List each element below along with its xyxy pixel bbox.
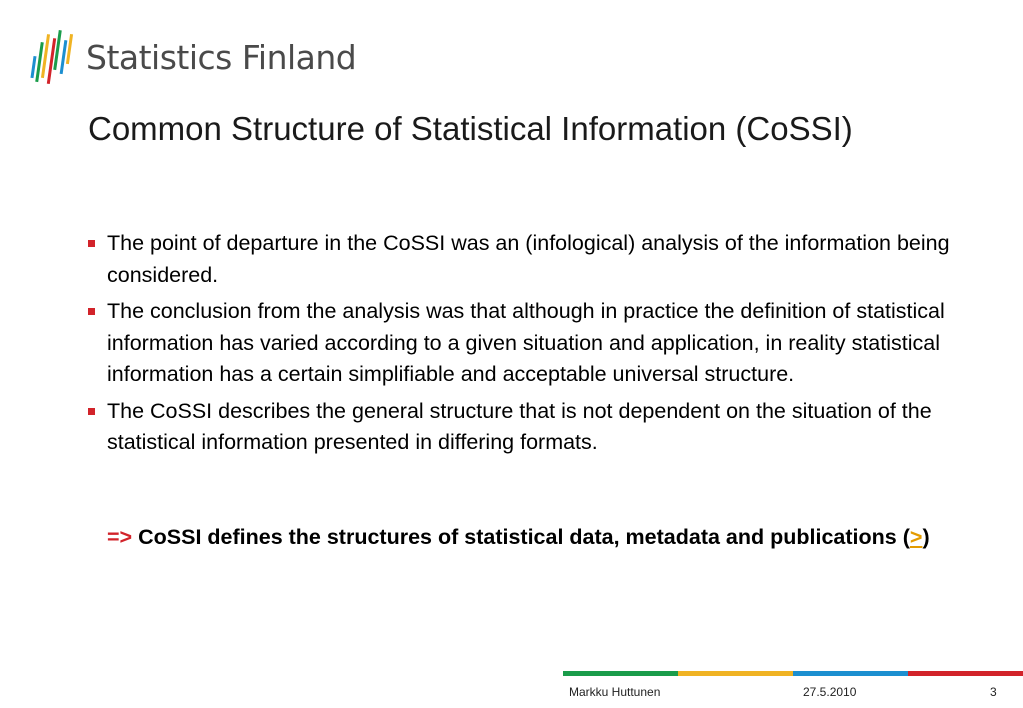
footer-date: 27.5.2010 — [803, 685, 857, 699]
footer-bar-green — [563, 671, 678, 676]
bullet-item — [88, 228, 958, 291]
conclusion-statement — [107, 522, 957, 554]
slide-title: Common Structure of Statistical Information (CoSSI) — [88, 110, 853, 147]
footer-page-number: 3 — [990, 685, 997, 699]
bullet-text: The point of departure in the CoSSI was an (infological) analysis of the information being considered. — [107, 231, 950, 287]
bullet-item — [88, 396, 958, 459]
footer-bar-red — [908, 671, 1023, 676]
bullet-list — [88, 228, 958, 464]
footer-bar-yellow — [678, 671, 793, 676]
bullet-text: The CoSSI describes the general structure that is not dependent on the situation of the statistical information presented in differing formats. — [107, 398, 932, 454]
statistics-finland-logo — [30, 30, 80, 88]
footer-author: Markku Huttunen — [569, 685, 661, 699]
more-link[interactable]: > — [909, 525, 923, 549]
bullet-square-icon — [88, 240, 95, 247]
footer-color-bar — [563, 671, 1023, 676]
logo-bars-icon — [30, 30, 80, 88]
conclusion-close: ) — [922, 525, 930, 549]
arrow-marker: => — [107, 525, 133, 549]
bullet-square-icon — [88, 408, 95, 415]
bullet-text: The conclusion from the analysis was that although in practice the definition of statistical information has varied according to a given situation and application, in reality statistical information has a certain simplifiable and acceptable universal structure. — [107, 299, 945, 386]
bullet-item — [88, 296, 958, 391]
logo-text: Statistics Finland — [86, 38, 357, 77]
conclusion-text: CoSSI defines the structures of statistical data, metadata and publications ( — [132, 525, 910, 549]
bullet-square-icon — [88, 308, 95, 315]
footer-bar-blue — [793, 671, 908, 676]
